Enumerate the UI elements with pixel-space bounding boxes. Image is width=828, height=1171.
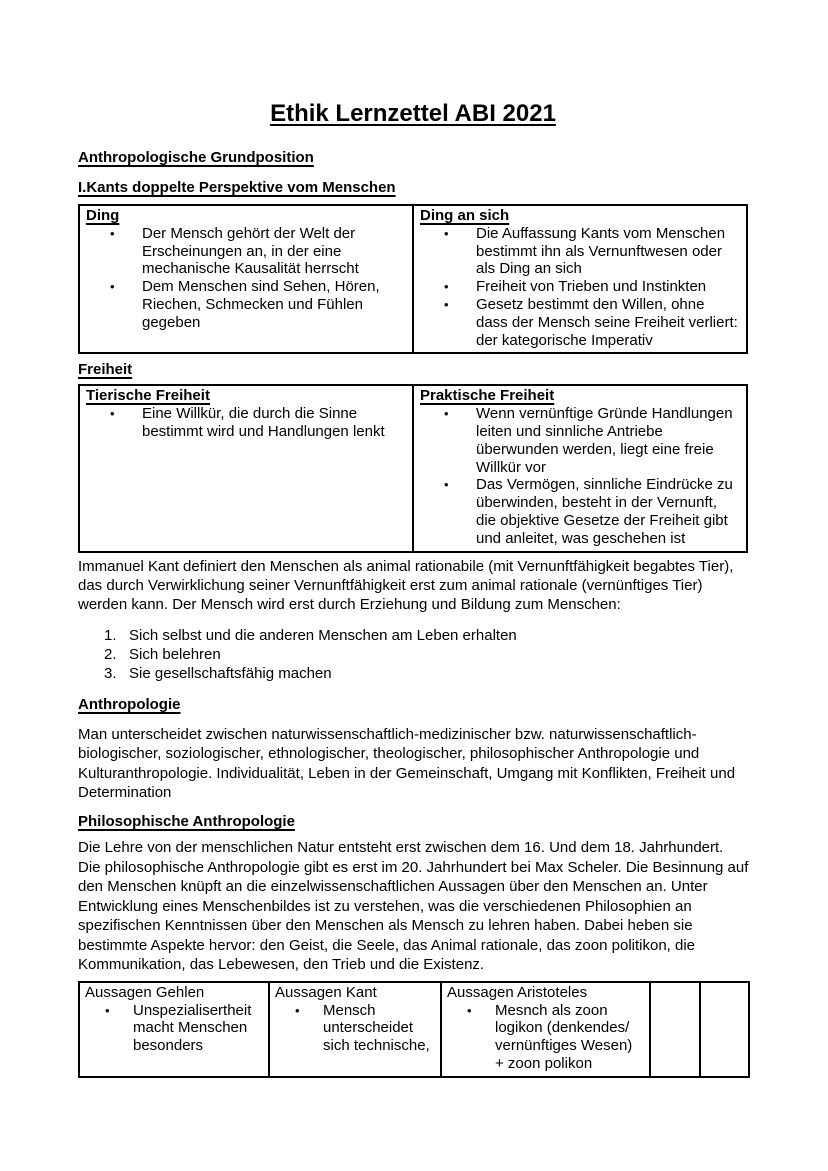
numbered-list-erziehung <box>78 626 748 683</box>
cell-header-aristoteles: Aussagen Aristoteles <box>447 983 588 1001</box>
list-item: • Unspezialisertheit macht Menschen besonders <box>105 1001 252 1055</box>
list-item: 1. Sich selbst und die anderen Menschen am Leben erhalten <box>104 626 517 644</box>
list-item: • Die Auffassung Kants vom Menschen bestimmt ihn als Vernunftwesen oder als Ding an sich <box>444 224 726 278</box>
list-item: • Das Vermögen, sinnliche Eindrücke zu überwinden, besteht in der Vernunft, die objektive Gesetze der Freiheit gibt und anleitet, was geschehen ist <box>444 476 733 547</box>
cell-aussagen-gehlen <box>79 982 269 1077</box>
heading-anthropologische-grundposition: Anthropologische Grundposition <box>78 149 314 166</box>
cell-header-praktische-freiheit: Praktische Freiheit <box>420 387 555 405</box>
cell-header-ding-an-sich: Ding an sich <box>420 207 510 224</box>
table-aussagen <box>78 981 750 1078</box>
list-number: 2. <box>104 645 117 663</box>
list-item: • Gesetz bestimmt den Willen, ohne dass der Mensch seine Freiheit verliert: der kategorische Imperativ <box>444 295 738 349</box>
bullet-icon: • <box>105 1002 110 1018</box>
bullet-icon: • <box>295 1002 300 1018</box>
list-item: • Der Mensch gehört der Welt der Erscheinungen an, in der eine mechanische Kausalität herrscht <box>110 224 359 278</box>
list-item: • Dem Menschen sind Sehen, Hören, Riechen, Schmecken und Fühlen gegeben <box>110 278 380 331</box>
table-row <box>79 385 747 551</box>
page-title-text: Ethik Lernzettel ABI 2021 <box>270 100 556 127</box>
table-freiheit <box>78 384 748 552</box>
cell-ding-an-sich <box>413 205 747 353</box>
table-row <box>79 205 747 353</box>
paragraph-anthropologie: Man unterscheidet zwischen naturwissenschaftlich-medizinischer bzw. naturwissenschaftlich-biologischer, soziologischer, ethnologischer, theologischer, philosophischer Anthropologie und Kulturanthropologie. Individualität, Leben in der Gemeinschaft, Umgang mit Konflikten, Freiheit und Determination <box>78 725 736 801</box>
cell-praktische-freiheit <box>413 385 747 551</box>
heading-anthropologie: Anthropologie <box>78 695 181 713</box>
heading-philosophische-anthropologie: Philosophische Anthropologie <box>78 813 295 831</box>
list-item: • Mensch unterscheidet sich technische, <box>295 1001 430 1055</box>
cell-aussagen-aristoteles <box>441 982 650 1077</box>
list-number: 3. <box>104 664 117 682</box>
bullet-icon: • <box>467 1002 472 1018</box>
bullet-icon: • <box>110 279 115 295</box>
bullet-icon: • <box>110 225 115 241</box>
cell-tierische-freiheit <box>79 385 413 551</box>
bullet-icon: • <box>444 296 449 312</box>
cell-header-kant: Aussagen Kant <box>275 983 377 1001</box>
heading-freiheit: Freiheit <box>78 361 133 379</box>
bullet-icon: • <box>444 406 449 422</box>
cell-header-tierische-freiheit: Tierische Freiheit <box>86 387 210 405</box>
table-row <box>79 982 749 1077</box>
list-number: 1. <box>104 626 117 644</box>
list-item: 3. Sie gesellschaftsfähig machen <box>104 664 332 682</box>
cell-empty-2 <box>700 982 749 1077</box>
cell-header-ding: Ding <box>86 207 120 224</box>
bullet-icon: • <box>444 225 449 241</box>
page-title <box>78 100 748 128</box>
cell-aussagen-kant <box>269 982 441 1077</box>
bullet-icon: • <box>110 406 115 422</box>
table-ding <box>78 204 748 354</box>
list-item: • Wenn vernünftige Gründe Handlungen leiten und sinnliche Antriebe überwunden werden, liegt eine freie Willkür vor <box>444 405 733 476</box>
list-item: 2. Sich belehren <box>104 645 221 663</box>
cell-header-gehlen: Aussagen Gehlen <box>85 983 205 1001</box>
paragraph-philosophische-anthropologie: Die Lehre von der menschlichen Natur entsteht erst zwischen dem 16. Und dem 18. Jahrhundert. Die philosophische Anthropologie gibt es erst im 20. Jahrhundert bei Max Scheler. Die Besinnung auf den Menschen knüpft an die einzelwissenschaftlichen Aussagen über den Menschen an. Unter Entwicklung eines Menschenbildes ist zu verstehen, was die verschiedenen Philosophien an spezifischen Kenntnissen über den Menschen als Mensch zu lehren haben. Dabei heben sie bestimmte Aspekte hervor: den Geist, die Seele, das Animal rationale, das zoon politikon, die Kommunikation, das Lebewesen, den Trieb und die Existenz. <box>78 839 749 974</box>
bullet-icon: • <box>444 477 449 493</box>
paragraph-kant-definition: Immanuel Kant definiert den Menschen als animal rationabile (mit Vernunftfähigkeit begabtes Tier), das durch Verwirklichung seiner Vernunftfähigkeit erst zum animal rationale (vernünftiges Tier) werden kann. Der Mensch wird erst durch Erziehung und Bildung zum Menschen: <box>78 557 734 614</box>
heading-kants-doppelte-perspektive: I.Kants doppelte Perspektive vom Menschen <box>78 179 396 196</box>
bullet-icon: • <box>444 279 449 295</box>
list-item: • Mesnch als zoon logikon (denkendes/ vernünftiges Wesen) + zoon polikon <box>467 1001 633 1073</box>
cell-empty-1 <box>650 982 700 1077</box>
list-item: • Freiheit von Trieben und Instinkten <box>444 278 707 296</box>
cell-ding <box>79 205 413 353</box>
list-item: • Eine Willkür, die durch die Sinne bestimmt wird und Handlungen lenkt <box>110 405 385 440</box>
